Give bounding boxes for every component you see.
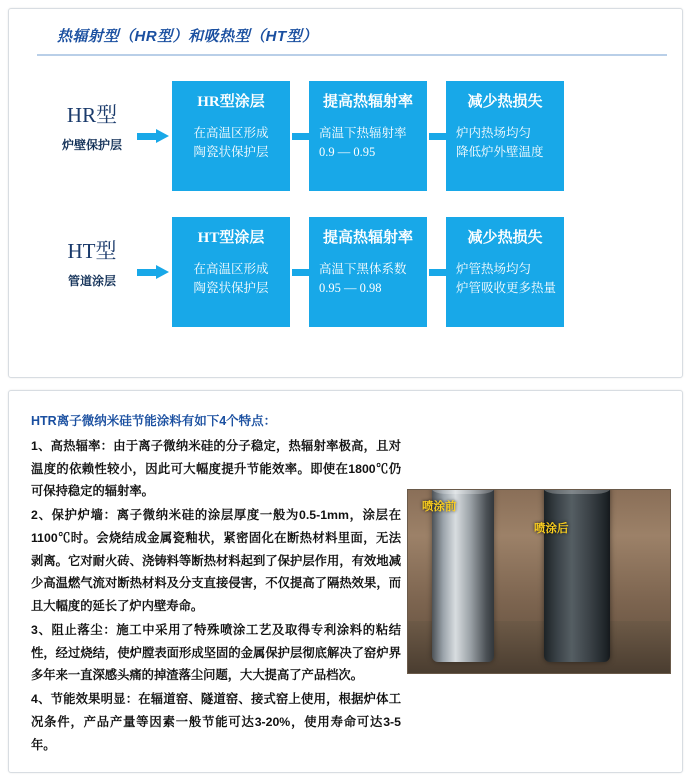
feature-paragraph-4: 4、节能效果明显：在辐道窑、隧道窑、接式窑上使用，根据炉体工况条件，产品产量等因素一般节能可达3-20%，使用寿命可达3-5年。 <box>31 692 401 752</box>
row-label-ht-main: HT型 <box>67 239 117 263</box>
flow-box-ht-3-title: 减少热损失 <box>467 230 543 246</box>
flow-box-hr-3 <box>446 81 564 191</box>
flow-row-hr <box>9 81 682 206</box>
flow-box-hr-2-body: 高温下热辐射率 0.9 — 0.95 <box>319 125 407 159</box>
features-title: HTR离子微纳米硅节能涂料有如下4个特点： <box>31 414 277 428</box>
photo-label-before: 喷涂前 <box>422 501 457 513</box>
diagram-panel <box>8 8 683 378</box>
flow-box-ht-1-body: 在高温区形成 陶瓷状保护层 <box>193 261 269 295</box>
flow-box-ht-2-title: 提高热辐射率 <box>322 230 413 246</box>
flow-box-ht-3-body: 炉管热场均匀 炉管吸收更多热量 <box>456 261 557 295</box>
flow-box-ht-1 <box>172 217 290 327</box>
row-label-hr-sub: 炉壁保护层 <box>61 138 122 153</box>
row-label-ht-sub: 管道涂层 <box>67 274 116 289</box>
title-divider <box>37 54 667 56</box>
flow-box-ht-1-title: HT型涂层 <box>197 230 265 246</box>
row-label-hr <box>37 103 147 153</box>
flow-box-ht-2 <box>309 217 427 327</box>
features-text-column <box>31 435 401 757</box>
flow-row-ht <box>9 217 682 342</box>
flow-box-hr-3-body: 炉内热场均匀 降低炉外壁温度 <box>456 125 544 159</box>
flow-box-hr-2-title: 提高热辐射率 <box>322 94 413 110</box>
diagram-title: 热辐射型（HR型）和吸热型（HT型） <box>57 28 318 45</box>
flow-box-hr-3-title: 减少热损失 <box>467 94 543 110</box>
photo-label-after: 喷涂后 <box>534 523 569 535</box>
flow-box-ht-3 <box>446 217 564 327</box>
coating-comparison-photo <box>407 489 671 674</box>
feature-paragraph-2: 2、保护炉墙：离子微纳米硅的涂层厚度一般为0.5-1mm，涂层在1100℃时。会烧结成金属瓷釉状，紧密固化在断热材料里面，无法剥离。它对耐火砖、浇铸料等断热材料起到了保护层作用，有效地减少高温燃气流对断热材料及分支直接侵害，不仅提高了隔热效果，而且大幅度的延长了炉内壁寿命。 <box>31 508 401 614</box>
features-panel <box>8 390 683 773</box>
arrow-right-icon <box>137 129 169 143</box>
row-label-ht <box>37 239 147 289</box>
arrow-right-icon <box>137 265 169 279</box>
row-label-hr-main: HR型 <box>66 103 118 127</box>
flow-box-ht-2-body: 高温下黑体系数 0.95 — 0.98 <box>319 261 407 295</box>
pipe-before-coating <box>432 489 494 662</box>
pipe-after-coating <box>544 489 610 662</box>
flow-box-hr-1-title: HR型涂层 <box>197 94 265 110</box>
flow-box-hr-1-body: 在高温区形成 陶瓷状保护层 <box>193 125 269 159</box>
feature-paragraph-1: 1、高热辐率：由于离子微纳米硅的分子稳定，热辐射率极高，且对温度的依赖性较小，因此可大幅度提升节能效率。即使在1800℃仍可保持稳定的辐射率。 <box>31 439 401 499</box>
feature-paragraph-3: 3、阻止落尘：施工中采用了特殊喷涂工艺及取得专利涂料的粘结性，经过烧结，使炉膛表面形成坚固的金属保护层彻底解决了窑炉界多年来一直深感头痛的掉渣落尘问题，大大提高了产品档次。 <box>31 622 401 683</box>
flow-box-hr-1 <box>172 81 290 191</box>
flow-box-hr-2 <box>309 81 427 191</box>
